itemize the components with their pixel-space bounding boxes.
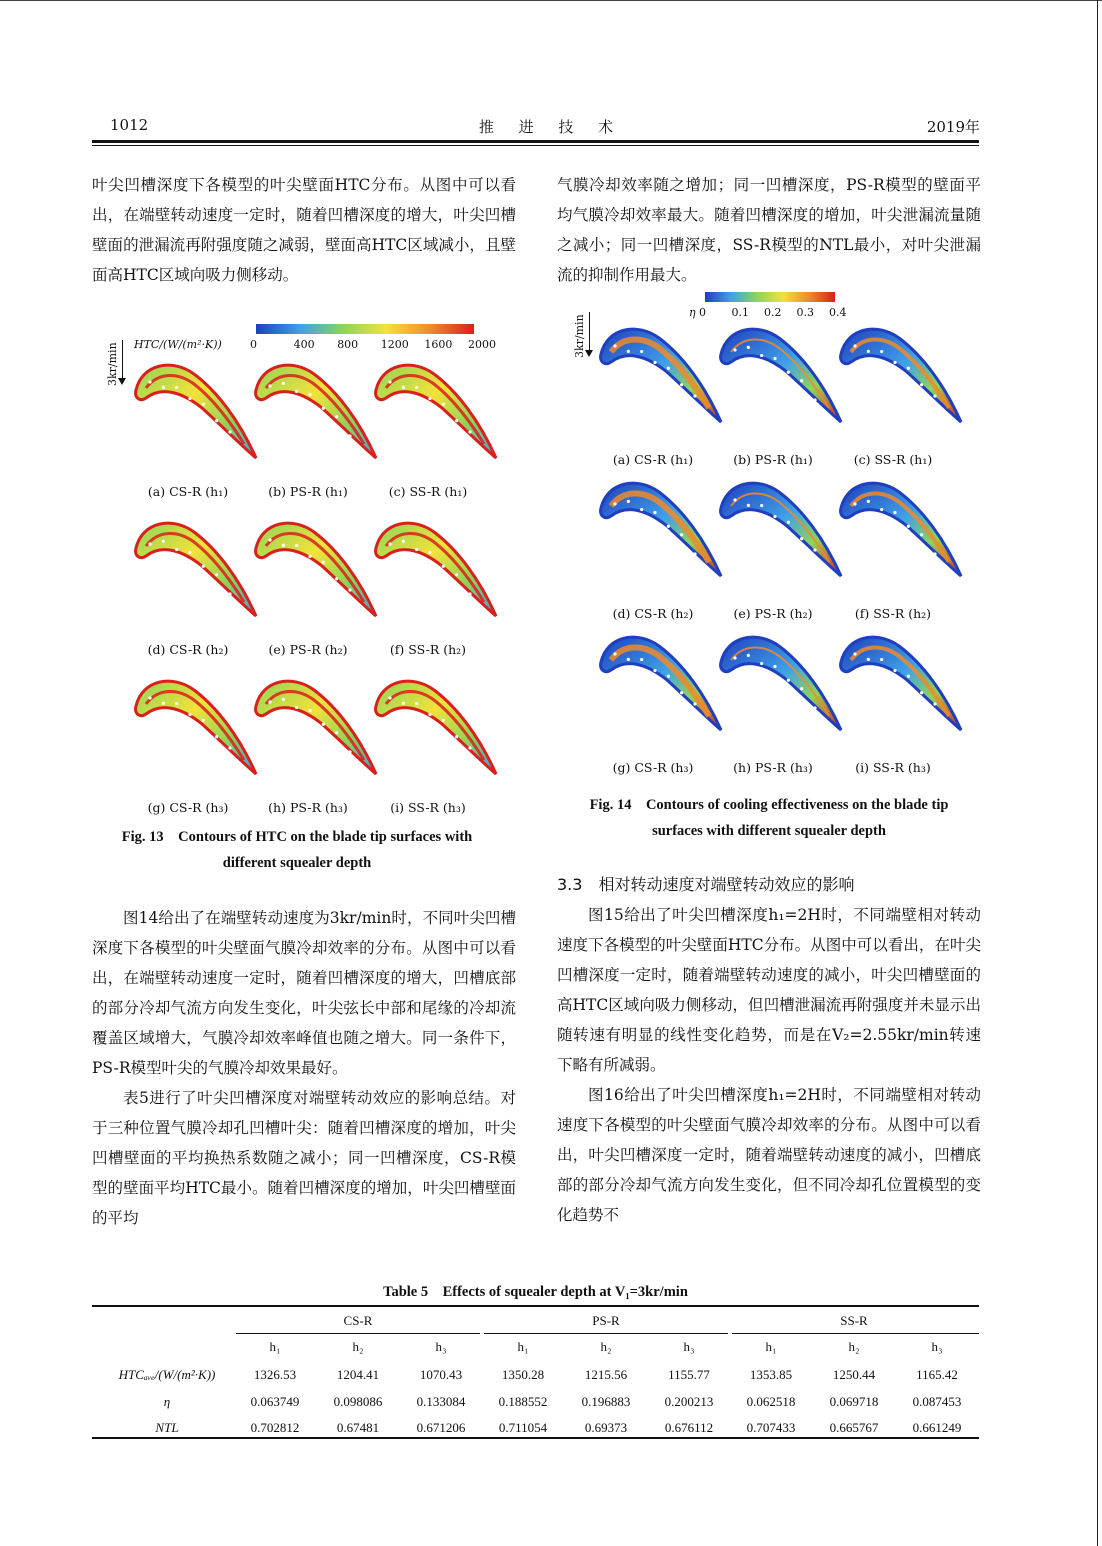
colorbar-tick-label: 1600 xyxy=(424,338,453,351)
table-row-label: η xyxy=(163,1394,171,1409)
panel-label: (f) SS-R (h₂) xyxy=(854,606,932,621)
contour-panel xyxy=(837,316,967,430)
colorbar-tick-label: 2000 xyxy=(468,338,496,351)
page-right-edge xyxy=(1097,0,1098,1546)
table-cell: 0.665767 xyxy=(829,1420,879,1435)
left-paragraph-1-block xyxy=(92,170,516,290)
table-subheader: h₃ xyxy=(683,1339,695,1354)
table-cell: 1155.77 xyxy=(668,1367,710,1382)
panel-label: (a) CS-R (h₁) xyxy=(147,484,229,499)
colorbar-tick-label: 0.4 xyxy=(829,306,847,319)
contour-panel xyxy=(252,510,382,624)
table-subheader: h₁ xyxy=(517,1339,529,1354)
left-paragraph-1: 叶尖凹槽深度下各模型的叶尖壁面HTC分布。从图中可以看出，在端壁转动速度一定时，随着凹槽深度的增大，叶尖凹槽壁面的泄漏流再附强度随之减弱，壁面高HTC区域减小，且壁面高HTC区域向吸力侧移动。 xyxy=(92,176,516,284)
right-paragraphs-lower xyxy=(557,900,981,1230)
table-group-rule xyxy=(732,1333,979,1334)
table-row-label: HTCₐᵥₑ/(W/(m²·K)) xyxy=(118,1367,216,1382)
panel-label: (b) PS-R (h₁) xyxy=(268,484,348,499)
panel-label: (i) SS-R (h₃) xyxy=(855,760,931,775)
colorbar-tick-label: 800 xyxy=(337,338,359,351)
panel-label: (b) PS-R (h₁) xyxy=(733,452,813,467)
arrow-head-icon xyxy=(118,378,126,385)
right-paragraph-1: 气膜冷却效率随之增加；同一凹槽深度，PS-R模型的壁面平均气膜冷却效率最大。随着凹槽深度的增加，叶尖泄漏流量随之减小；同一凹槽深度，SS-R模型的NTL最小，对叶尖泄漏流的抑制作用最大。 xyxy=(557,176,981,284)
contour-panel xyxy=(597,316,727,430)
contour-panel xyxy=(132,510,262,624)
contour-panel xyxy=(837,470,967,584)
table-group-header: PS-R xyxy=(592,1313,620,1328)
table-5-title: Table 5 Effects of squealer depth at V₁=3kr/min xyxy=(383,1284,688,1300)
contour-panel xyxy=(597,624,727,738)
contour-panel xyxy=(132,668,262,782)
table-cell: 1353.85 xyxy=(749,1367,793,1382)
table-cell: 0.711054 xyxy=(498,1420,548,1435)
panel-label: (d) CS-R (h₂) xyxy=(147,642,229,657)
header-rule-thick xyxy=(92,140,979,143)
contour-panel xyxy=(372,668,502,782)
table-cell: 0.671206 xyxy=(416,1420,466,1435)
figure-14-caption-line1: Fig. 14 Contours of cooling effectiveness on the blade tip xyxy=(589,797,949,813)
contour-panel xyxy=(252,668,382,782)
contour-panel xyxy=(252,352,382,466)
header-rule-thin xyxy=(92,145,979,146)
rotation-direction-arrow-icon xyxy=(122,340,123,380)
colorbar-tick-label: 0 xyxy=(699,306,706,319)
panel-label: (f) SS-R (h₂) xyxy=(389,642,467,657)
figure-13 xyxy=(92,318,522,818)
figure-13-caption xyxy=(92,824,502,876)
panel-label: (h) PS-R (h₃) xyxy=(268,800,348,815)
figure-13-caption-line1: Fig. 13 Contours of HTC on the blade tip surfaces with xyxy=(121,829,473,845)
rotation-speed-label: 3kr/min xyxy=(106,342,119,386)
figure-13-caption-line2: different squealer depth xyxy=(222,855,372,871)
table-cell: 1070.43 xyxy=(419,1367,463,1382)
table-subheader: h₂ xyxy=(848,1339,860,1354)
contour-panel xyxy=(372,510,502,624)
colorbar-title: HTC/(W/(m²·K)) xyxy=(134,338,222,351)
table-cell: 1350.28 xyxy=(501,1367,545,1382)
colorbar-tick-label: 0.1 xyxy=(731,306,749,319)
table-cell: 0.200213 xyxy=(664,1394,714,1409)
table-top-rule xyxy=(92,1305,979,1307)
table-subheader: h₁ xyxy=(269,1339,281,1354)
panel-label: (i) SS-R (h₃) xyxy=(390,800,466,815)
right-paragraph-1-block xyxy=(557,170,981,290)
page-number: 1012 xyxy=(110,116,149,134)
table-cell: 0.707433 xyxy=(746,1420,796,1435)
panel-label: (g) CS-R (h₃) xyxy=(147,800,229,815)
table-row-label: NTL xyxy=(155,1420,179,1435)
table-subheader: h₂ xyxy=(352,1339,364,1354)
table-subheader: h₃ xyxy=(435,1339,447,1354)
colorbar-tick-label: 400 xyxy=(293,338,315,351)
table-subheader: h₂ xyxy=(600,1339,612,1354)
table-cell: 0.133084 xyxy=(416,1394,466,1409)
table-group-header: SS-R xyxy=(840,1313,868,1328)
table-cell: 0.188552 xyxy=(498,1394,548,1409)
figure-14-caption xyxy=(557,792,981,844)
table-cell: 0.676112 xyxy=(664,1420,714,1435)
table-cell: 0.702812 xyxy=(250,1420,300,1435)
right-paragraph-3: 图16给出了叶尖凹槽深度h₁=2H时，不同端壁相对转动速度下各模型的叶尖壁面气膜冷却效率的分布。从图中可以看出，叶尖凹槽深度一定时，随着端壁转动速度的减小，凹槽底部的部分冷却气流方向发生变化，但不同冷却孔位置模型的变化趋势不 xyxy=(557,1086,981,1224)
colorbar xyxy=(256,324,474,334)
panel-label: (e) PS-R (h₂) xyxy=(268,642,348,657)
panel-label: (d) CS-R (h₂) xyxy=(612,606,694,621)
colorbar-title: η xyxy=(689,306,696,319)
contour-panel xyxy=(717,470,847,584)
colorbar xyxy=(705,292,835,302)
rotation-speed-label: 3kr/min xyxy=(573,314,586,358)
colorbar-tick-label: 0.2 xyxy=(764,306,782,319)
page-top-edge xyxy=(0,0,1102,1)
journal-name: 推 进 技 术 xyxy=(478,118,624,136)
table-bottom-rule xyxy=(92,1437,979,1439)
table-cell: 0.063749 xyxy=(250,1394,300,1409)
table-cell: 0.661249 xyxy=(912,1420,962,1435)
table-cell: 0.196883 xyxy=(581,1394,631,1409)
left-paragraph-3: 表5进行了叶尖凹槽深度对端壁转动效应的影响总结。对于三种位置气膜冷却孔凹槽叶尖：随着凹槽深度的增加，叶尖凹槽壁面的平均换热系数随之减小；同一凹槽深度，CS-R模型的壁面平均HTC最小。随着凹槽深度的增加，叶尖凹槽壁面的平均 xyxy=(92,1089,516,1227)
table-group-rule xyxy=(236,1333,480,1334)
table-cell: 0.087453 xyxy=(912,1394,962,1409)
table-cell: 0.062518 xyxy=(746,1394,796,1409)
contour-panel xyxy=(717,316,847,430)
table-subheader: h₃ xyxy=(931,1339,943,1354)
colorbar-tick-label: 0 xyxy=(250,338,257,351)
contour-panel xyxy=(837,624,967,738)
panel-label: (g) CS-R (h₃) xyxy=(612,760,694,775)
contour-panel xyxy=(372,352,502,466)
arrow-head-icon xyxy=(585,350,593,357)
table-cell: 1204.41 xyxy=(336,1367,380,1382)
contour-panel xyxy=(717,624,847,738)
panel-label: (c) SS-R (h₁) xyxy=(388,484,468,499)
contour-panel xyxy=(132,352,262,466)
figure-14-caption-line2: surfaces with different squealer depth xyxy=(652,823,886,839)
journal-year: 2019年 xyxy=(926,118,980,136)
left-paragraphs-lower xyxy=(92,903,516,1233)
section-3-3-title: 3.3 相对转动速度对端壁转动效应的影响 xyxy=(557,875,855,894)
table-cell: 0.098086 xyxy=(333,1394,383,1409)
table-subheader: h₁ xyxy=(765,1339,777,1354)
table-cell: 1326.53 xyxy=(253,1367,297,1382)
table-cell: 0.069718 xyxy=(829,1394,879,1409)
table-group-rule xyxy=(484,1333,728,1334)
figure-14 xyxy=(557,286,987,786)
colorbar-tick-label: 0.3 xyxy=(796,306,814,319)
right-paragraph-2: 图15给出了叶尖凹槽深度h₁=2H时，不同端壁相对转动速度下各模型的叶尖壁面HTC分布。从图中可以看出，在叶尖凹槽深度一定时，随着端壁转动速度的减小，叶尖凹槽壁面的高HTC区域向吸力侧移动，但凹槽泄漏流再附强度并未显示出随转速有明显的线性变化趋势，而是在V₂=2.55kr/min转速下略有所减弱。 xyxy=(557,906,981,1074)
table-cell: 1165.42 xyxy=(916,1367,958,1382)
panel-label: (h) PS-R (h₃) xyxy=(733,760,813,775)
left-paragraph-2: 图14给出了在端壁转动速度为3kr/min时，不同叶尖凹槽深度下各模型的叶尖壁面气膜冷却效率的分布。从图中可以看出，在端壁转动速度一定时，随着凹槽深度的增大，凹槽底部的部分冷却气流方向发生变化，叶尖弦长中部和尾缘的冷却流覆盖区域增大，气膜冷却效率峰值也随之增大。同一条件下，PS-R模型叶尖的气膜冷却效果最好。 xyxy=(92,909,516,1077)
table-cell: 1250.44 xyxy=(832,1367,876,1382)
table-cell: 1215.56 xyxy=(584,1367,628,1382)
panel-label: (e) PS-R (h₂) xyxy=(733,606,813,621)
contour-panel xyxy=(597,470,727,584)
panel-label: (c) SS-R (h₁) xyxy=(853,452,933,467)
table-cell: 0.67481 xyxy=(336,1420,380,1435)
table-group-header: CS-R xyxy=(343,1313,373,1328)
panel-label: (a) CS-R (h₁) xyxy=(612,452,694,467)
table-cell: 0.69373 xyxy=(584,1420,628,1435)
rotation-direction-arrow-icon xyxy=(589,312,590,352)
colorbar-tick-label: 1200 xyxy=(380,338,409,351)
